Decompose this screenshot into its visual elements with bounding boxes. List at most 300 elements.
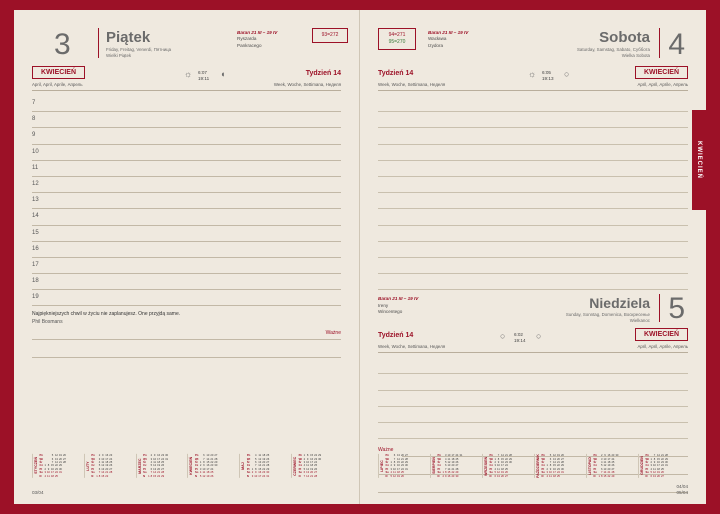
mini-calendar-day[interactable]: 17 bbox=[258, 474, 262, 478]
mini-calendar-day[interactable]: 11 bbox=[549, 474, 552, 478]
mini-calendar-day[interactable]: 5 bbox=[51, 454, 54, 458]
mini-calendar-day[interactable]: 29 bbox=[266, 467, 270, 471]
mini-calendar-day[interactable]: 18 bbox=[262, 454, 266, 458]
mini-calendar-day[interactable]: 14 bbox=[396, 457, 400, 461]
mini-calendar-day[interactable]: 9 bbox=[47, 467, 50, 471]
mini-calendar-day[interactable]: 12 bbox=[392, 474, 396, 478]
mini-calendar-day[interactable]: 14 bbox=[258, 464, 262, 468]
mini-calendar-day[interactable]: 25 bbox=[611, 460, 615, 464]
mini-calendar-day[interactable]: 11 bbox=[258, 454, 262, 458]
mini-calendar-day[interactable]: 23 bbox=[314, 457, 318, 461]
mini-calendar-day[interactable]: 10 bbox=[496, 464, 500, 468]
mini-calendar-day[interactable]: 9 bbox=[203, 464, 205, 468]
mini-calendar-day[interactable]: 8 bbox=[600, 474, 603, 478]
mini-calendar-day[interactable]: 18 bbox=[310, 464, 314, 468]
mini-calendar-day[interactable]: 5 bbox=[650, 471, 652, 475]
mini-calendar-day[interactable]: 15 bbox=[656, 457, 660, 461]
mini-calendar-day[interactable]: 6 bbox=[650, 474, 652, 478]
mini-calendar-day[interactable]: 2 bbox=[546, 467, 548, 471]
mini-calendar-day[interactable]: 16 bbox=[50, 467, 54, 471]
mini-calendar-day[interactable]: 29 bbox=[611, 474, 615, 478]
mini-calendar-day[interactable]: 20 bbox=[58, 457, 62, 461]
mini-calendar-day[interactable]: 26 bbox=[455, 460, 459, 464]
mini-calendar-day[interactable]: 30 bbox=[214, 464, 218, 468]
mini-calendar-day[interactable]: 8 bbox=[653, 457, 656, 461]
mini-calendar-day[interactable]: 25 bbox=[455, 457, 459, 461]
mini-calendar-day[interactable]: 12 bbox=[447, 460, 451, 464]
mini-calendar-day[interactable]: 9 bbox=[549, 467, 552, 471]
mini-calendar-day[interactable]: 9 bbox=[497, 460, 500, 464]
mini-calendar-day[interactable]: 8 bbox=[549, 464, 552, 468]
mini-calendar-day[interactable]: 31 bbox=[266, 474, 270, 478]
mini-calendar-day[interactable]: 27 bbox=[455, 464, 459, 468]
mini-calendar-day[interactable]: 1 bbox=[650, 457, 652, 461]
mini-calendar-day[interactable]: 12 bbox=[652, 471, 656, 475]
mini-calendar-day[interactable]: 18 bbox=[206, 471, 210, 475]
mini-calendar-day[interactable]: 5 bbox=[255, 457, 257, 461]
mini-calendar-day[interactable]: 26 bbox=[210, 474, 214, 478]
mini-calendar-day[interactable]: 18 bbox=[50, 474, 54, 478]
mini-calendar-day[interactable]: 14 bbox=[54, 460, 58, 464]
mini-calendar-day[interactable]: 9 bbox=[393, 464, 396, 468]
mini-calendar-day[interactable]: 11 bbox=[653, 467, 656, 471]
mini-calendar-day[interactable]: 24 bbox=[504, 464, 508, 468]
mini-calendar-day[interactable] bbox=[270, 475, 271, 478]
mini-calendar-day[interactable]: 19 bbox=[607, 464, 611, 468]
mini-calendar-day[interactable]: 21 bbox=[157, 471, 161, 475]
mini-calendar-day[interactable]: 4 bbox=[150, 460, 153, 464]
mini-calendar-day[interactable]: 15 bbox=[500, 457, 504, 461]
mini-calendar-day[interactable]: 16 bbox=[258, 471, 262, 475]
mini-calendar-day[interactable]: 20 bbox=[607, 467, 611, 471]
mini-calendar-day[interactable]: 12 bbox=[153, 464, 157, 468]
mini-calendar-day[interactable]: 3 bbox=[44, 471, 46, 475]
mini-calendar-day[interactable]: 26 bbox=[109, 464, 113, 468]
mini-calendar-day[interactable]: 28 bbox=[161, 471, 165, 475]
mini-calendar-day[interactable]: 16 bbox=[157, 454, 161, 458]
mini-calendar-day[interactable]: 15 bbox=[310, 454, 314, 458]
mini-calendar-day[interactable]: 22 bbox=[504, 457, 508, 461]
mini-calendar-day[interactable]: 24 bbox=[262, 474, 266, 478]
mini-calendar-day[interactable]: 14 bbox=[101, 471, 105, 475]
mini-calendar-day[interactable]: 31 bbox=[459, 454, 463, 458]
mini-calendar-day[interactable]: 16 bbox=[500, 460, 504, 464]
mini-calendar-day[interactable]: 13 bbox=[258, 460, 262, 464]
mini-calendar-day[interactable]: 7 bbox=[51, 460, 54, 464]
mini-calendar-day[interactable]: 19 bbox=[656, 471, 660, 475]
mini-calendar-day[interactable]: 11 bbox=[101, 460, 105, 464]
month-tab-kwiecien[interactable] bbox=[692, 110, 706, 210]
mini-calendar-day[interactable]: 1 bbox=[546, 464, 548, 468]
mini-calendar-day[interactable]: 20 bbox=[210, 454, 214, 458]
mini-calendar-day[interactable]: 23 bbox=[451, 474, 455, 478]
mini-calendar-day[interactable]: 7 bbox=[549, 460, 552, 464]
mini-calendar-day[interactable]: 24 bbox=[611, 457, 615, 461]
mini-calendar-day[interactable]: 3 bbox=[150, 457, 153, 461]
mini-calendar-day[interactable]: 11 bbox=[47, 474, 50, 478]
mini-calendar-day[interactable]: 27 bbox=[504, 474, 508, 478]
mini-calendar-day[interactable]: 20 bbox=[157, 467, 161, 471]
mini-calendar-day[interactable]: 11 bbox=[603, 460, 607, 464]
mini-calendar-day[interactable]: 16 bbox=[310, 457, 314, 461]
mini-calendar-day[interactable]: 26 bbox=[504, 471, 508, 475]
mini-calendar-day[interactable]: 21 bbox=[556, 460, 560, 464]
mini-calendar-day[interactable]: 28 bbox=[560, 460, 564, 464]
mini-calendar-day[interactable]: 13 bbox=[54, 457, 58, 461]
mini-calendar-day[interactable]: 5 bbox=[444, 460, 447, 464]
mini-calendar-day[interactable]: 22 bbox=[210, 460, 214, 464]
mini-calendar-day[interactable]: 30 bbox=[58, 467, 62, 471]
mini-calendar[interactable] bbox=[32, 454, 82, 478]
mini-calendar-day[interactable]: 2 bbox=[199, 464, 202, 468]
mini-calendar-day[interactable]: 14 bbox=[306, 474, 310, 478]
mini-calendar-day[interactable]: 4 bbox=[98, 460, 101, 464]
mini-calendar-day[interactable]: 25 bbox=[210, 471, 214, 475]
mini-calendar-day[interactable]: 31 bbox=[664, 464, 668, 468]
mini-calendar-day[interactable]: 8 bbox=[47, 464, 50, 468]
mini-calendar-day[interactable]: 25 bbox=[161, 460, 165, 464]
mini-calendar-day[interactable]: 23 bbox=[611, 454, 615, 458]
mini-calendar-day[interactable]: 24 bbox=[400, 467, 404, 471]
mini-calendar-day[interactable]: 17 bbox=[206, 467, 210, 471]
mini-calendar-day[interactable]: 7 bbox=[653, 454, 656, 458]
mini-calendar-day[interactable]: 13 bbox=[101, 467, 105, 471]
mini-calendar-day[interactable]: 17 bbox=[157, 457, 161, 461]
mini-calendar-day[interactable]: 9 bbox=[255, 471, 257, 475]
mini-calendar-day[interactable]: 25 bbox=[109, 460, 113, 464]
mini-calendar-day[interactable]: 17 bbox=[396, 467, 400, 471]
mini-calendar-day[interactable]: 13 bbox=[652, 474, 656, 478]
mini-calendar-day[interactable] bbox=[322, 475, 323, 478]
mini-calendar-day[interactable]: 6 bbox=[51, 457, 54, 461]
mini-calendar-day[interactable]: 17 bbox=[451, 454, 455, 458]
mini-calendar-day[interactable]: 9 bbox=[604, 454, 606, 458]
mini-calendar-day[interactable]: 4 bbox=[199, 471, 202, 475]
mini-calendar-day[interactable]: 8 bbox=[393, 460, 396, 464]
mini-calendar-day[interactable]: 31 bbox=[404, 467, 408, 471]
mini-calendar-day[interactable]: 29 bbox=[318, 454, 322, 458]
mini-calendar-day[interactable]: 18 bbox=[396, 471, 400, 475]
mini-calendar-day[interactable]: 2 bbox=[390, 464, 392, 468]
mini-calendar-day[interactable]: 28 bbox=[664, 454, 668, 458]
mini-calendar-day[interactable]: 8 bbox=[306, 454, 309, 458]
mini-calendar-day[interactable]: 16 bbox=[552, 467, 556, 471]
mini-calendar-day[interactable]: 7 bbox=[150, 471, 153, 475]
mini-calendar-day[interactable]: 3 bbox=[600, 457, 603, 461]
mini-calendar-day[interactable]: 5 bbox=[98, 464, 101, 468]
mini-calendar-day[interactable]: 2 bbox=[98, 454, 101, 458]
mini-calendar-day[interactable]: 29 bbox=[508, 457, 512, 461]
mini-calendar-day[interactable]: 4 bbox=[303, 464, 306, 468]
mini-calendar-day[interactable]: 29 bbox=[560, 464, 564, 468]
mini-calendar-day[interactable]: 20 bbox=[400, 454, 404, 458]
mini-calendar-day[interactable]: 12 bbox=[202, 474, 206, 478]
mini-calendar-day[interactable]: 2 bbox=[251, 471, 254, 475]
mini-calendar-day[interactable]: 25 bbox=[266, 454, 270, 458]
mini-calendar-day[interactable]: 12 bbox=[603, 464, 607, 468]
mini-calendar-day[interactable]: 26 bbox=[62, 454, 66, 458]
mini-calendar-day[interactable]: 9 bbox=[153, 454, 156, 458]
mini-calendar-day[interactable]: 21 bbox=[400, 457, 404, 461]
mini-calendar-day[interactable]: 26 bbox=[161, 464, 165, 468]
mini-calendar-day[interactable]: 24 bbox=[660, 464, 664, 468]
mini-calendar-day[interactable]: 2 bbox=[150, 454, 153, 458]
mini-calendar-day[interactable]: 14 bbox=[153, 471, 157, 475]
mini-calendar-day[interactable]: 11 bbox=[306, 464, 309, 468]
mini-calendar-day[interactable]: 1 bbox=[303, 454, 306, 458]
mini-calendar-day[interactable]: 3 bbox=[199, 467, 202, 471]
mini-calendar-day[interactable] bbox=[512, 475, 513, 478]
mini-calendar-day[interactable]: 2 bbox=[442, 474, 444, 478]
mini-calendar-day[interactable]: 26 bbox=[266, 457, 270, 461]
mini-calendar-day[interactable]: 30 bbox=[615, 454, 619, 458]
mini-calendar-day[interactable]: 13 bbox=[603, 467, 607, 471]
mini-calendar-day[interactable]: 25 bbox=[54, 474, 58, 478]
mini-calendar-day[interactable]: 4 bbox=[650, 467, 652, 471]
mini-calendar-day[interactable]: 25 bbox=[400, 471, 404, 475]
mini-calendar-day[interactable]: 10 bbox=[548, 471, 552, 475]
mini-calendar-day[interactable]: 28 bbox=[62, 460, 66, 464]
mini-calendar-day[interactable]: 30 bbox=[455, 474, 459, 478]
mini-calendar-day[interactable]: 5 bbox=[549, 454, 552, 458]
mini-calendar-day[interactable]: 23 bbox=[504, 460, 508, 464]
mini-calendar-day[interactable]: 27 bbox=[660, 474, 664, 478]
mini-calendar-day[interactable]: 5 bbox=[390, 474, 392, 478]
mini-calendar-day[interactable]: 12 bbox=[306, 467, 310, 471]
mini-calendar-day[interactable]: 7 bbox=[303, 474, 306, 478]
mini-calendar-day[interactable]: 27 bbox=[314, 471, 318, 475]
mini-calendar-day[interactable]: 19 bbox=[310, 467, 314, 471]
mini-calendar-day[interactable]: 13 bbox=[552, 457, 556, 461]
mini-calendar-day[interactable]: 4 bbox=[600, 460, 603, 464]
mini-calendar-day[interactable]: 11 bbox=[497, 467, 500, 471]
mini-calendar-day[interactable]: 18 bbox=[607, 460, 611, 464]
mini-calendar-day[interactable]: 20 bbox=[105, 467, 109, 471]
mini-calendar-day[interactable]: 15 bbox=[603, 474, 607, 478]
mini-calendar-day[interactable]: 9 bbox=[102, 454, 104, 458]
mini-calendar-day[interactable]: 13 bbox=[206, 454, 210, 458]
mini-calendar-day[interactable]: 26 bbox=[400, 474, 404, 478]
mini-calendar-day[interactable]: 17 bbox=[607, 457, 611, 461]
mini-calendar-day[interactable]: 2 bbox=[303, 457, 306, 461]
mini-calendar-day[interactable]: 31 bbox=[165, 457, 169, 461]
mini-calendar-day[interactable]: 30 bbox=[508, 460, 512, 464]
mini-calendar-day[interactable]: 6 bbox=[150, 467, 153, 471]
mini-calendar-day[interactable]: 9 bbox=[653, 460, 656, 464]
mini-calendar-day[interactable]: 5 bbox=[600, 464, 603, 468]
mini-calendar-day[interactable]: 27 bbox=[611, 467, 615, 471]
mini-calendar-day[interactable]: 23 bbox=[400, 464, 404, 468]
mini-calendar-day[interactable]: 12 bbox=[101, 464, 105, 468]
mini-calendar-day[interactable]: 21 bbox=[58, 460, 62, 464]
mini-calendar-day[interactable]: 28 bbox=[109, 471, 113, 475]
mini-calendar-day[interactable]: 15 bbox=[552, 464, 556, 468]
mini-calendar-day[interactable]: 24 bbox=[54, 471, 58, 475]
mini-calendar-day[interactable]: 10 bbox=[101, 457, 105, 461]
mini-calendar-day[interactable]: 19 bbox=[262, 457, 266, 461]
mini-calendar-day[interactable]: 15 bbox=[447, 471, 451, 475]
mini-calendar-day[interactable]: 11 bbox=[393, 471, 396, 475]
mini-calendar-day[interactable]: 16 bbox=[396, 464, 400, 468]
mini-calendar-day[interactable]: 3 bbox=[650, 464, 652, 468]
mini-calendar-day[interactable]: 14 bbox=[206, 457, 210, 461]
mini-calendar-day[interactable]: 10 bbox=[254, 474, 258, 478]
mini-calendar-day[interactable]: 14 bbox=[552, 460, 556, 464]
mini-calendar-day[interactable]: 23 bbox=[54, 467, 58, 471]
mini-calendar-day[interactable]: 15 bbox=[206, 460, 210, 464]
mini-calendar-day[interactable]: 22 bbox=[54, 464, 58, 468]
mini-calendar-day[interactable]: 25 bbox=[660, 467, 664, 471]
mini-calendar-day[interactable]: 23 bbox=[109, 454, 113, 458]
mini-calendar-day[interactable]: 13 bbox=[396, 454, 400, 458]
mini-calendar-day[interactable]: 6 bbox=[303, 471, 306, 475]
mini-calendar-day[interactable] bbox=[408, 475, 409, 478]
mini-calendar-day[interactable] bbox=[165, 475, 169, 478]
mini-calendar-day[interactable]: 3 bbox=[98, 457, 101, 461]
mini-calendar-day[interactable]: 16 bbox=[607, 454, 611, 458]
mini-calendar-day[interactable]: 13 bbox=[153, 467, 157, 471]
mini-calendar-day[interactable]: 27 bbox=[62, 457, 66, 461]
mini-calendar-day[interactable]: 5 bbox=[199, 474, 202, 478]
mini-calendar-day[interactable]: 24 bbox=[210, 467, 214, 471]
mini-calendar-day[interactable]: 13 bbox=[496, 474, 500, 478]
mini-calendar-day[interactable]: 24 bbox=[109, 457, 113, 461]
mini-calendar-day[interactable] bbox=[113, 475, 114, 478]
mini-calendar-day[interactable]: 29 bbox=[455, 471, 459, 475]
mini-calendar-day[interactable]: 7 bbox=[203, 457, 205, 461]
mini-calendar-day[interactable]: 31 bbox=[560, 471, 564, 475]
mini-calendar-day[interactable]: 19 bbox=[105, 464, 109, 468]
mini-calendar-day[interactable]: 10 bbox=[46, 471, 50, 475]
mini-calendar-day[interactable]: 24 bbox=[455, 454, 459, 458]
mini-calendar-day[interactable]: 6 bbox=[98, 467, 101, 471]
mini-calendar-day[interactable]: 28 bbox=[266, 464, 270, 468]
mini-calendar-day[interactable]: 31 bbox=[58, 471, 62, 475]
mini-calendar-day[interactable]: 21 bbox=[607, 471, 611, 475]
mini-calendar-day[interactable]: 2 bbox=[650, 460, 652, 464]
mini-calendar-day[interactable]: 22 bbox=[314, 454, 318, 458]
mini-calendar[interactable] bbox=[534, 454, 584, 478]
mini-calendar-day[interactable]: 10 bbox=[202, 467, 206, 471]
mini-calendar-day[interactable]: 7 bbox=[255, 464, 257, 468]
mini-calendar-day[interactable]: 26 bbox=[611, 464, 615, 468]
mini-calendar-day[interactable]: 7 bbox=[98, 471, 101, 475]
mini-calendar-day[interactable]: 16 bbox=[656, 460, 660, 464]
mini-calendar-day[interactable]: 22 bbox=[400, 460, 404, 464]
mini-calendar-day[interactable]: 30 bbox=[664, 460, 668, 464]
mini-calendar[interactable] bbox=[430, 454, 480, 478]
mini-calendar-day[interactable]: 20 bbox=[656, 474, 660, 478]
mini-calendar-day[interactable]: 10 bbox=[306, 460, 310, 464]
mini-calendar-day[interactable]: 15 bbox=[101, 474, 105, 478]
mini-calendar-day[interactable]: 30 bbox=[165, 454, 169, 458]
mini-calendar-day[interactable]: 27 bbox=[161, 467, 165, 471]
mini-calendar-day[interactable]: 15 bbox=[153, 474, 157, 478]
mini-calendar-day[interactable]: 16 bbox=[206, 464, 210, 468]
mini-calendar-day[interactable]: 19 bbox=[500, 471, 504, 475]
mini-calendar-day[interactable]: 24 bbox=[161, 457, 165, 461]
mini-calendar-day[interactable]: 8 bbox=[255, 467, 257, 471]
mini-calendar-day[interactable]: 29 bbox=[664, 457, 668, 461]
mini-calendar-day[interactable]: 17 bbox=[656, 464, 660, 468]
mini-calendar-day[interactable]: 20 bbox=[500, 474, 504, 478]
mini-calendar-day[interactable]: 19 bbox=[396, 474, 400, 478]
mini-calendar-day[interactable]: 1 bbox=[199, 460, 202, 464]
mini-calendar-day[interactable]: 5 bbox=[150, 464, 153, 468]
mini-calendar-day[interactable]: 8 bbox=[444, 471, 447, 475]
mini-calendar-day[interactable]: 28 bbox=[404, 457, 408, 461]
mini-calendar-day[interactable]: 28 bbox=[508, 454, 512, 458]
mini-calendar-day[interactable]: 17 bbox=[310, 460, 314, 464]
mini-calendar-day[interactable]: 20 bbox=[310, 471, 314, 475]
mini-calendar-day[interactable]: 12 bbox=[258, 457, 262, 461]
mini-calendar-day[interactable]: 3 bbox=[546, 471, 548, 475]
mini-calendar-day[interactable]: 3 bbox=[251, 474, 254, 478]
mini-calendar-day[interactable]: 1 bbox=[148, 474, 150, 478]
mini-calendar-day[interactable]: 14 bbox=[603, 471, 607, 475]
mini-calendar[interactable] bbox=[482, 454, 532, 478]
mini-calendar-day[interactable]: 27 bbox=[266, 460, 270, 464]
mini-calendar-day[interactable] bbox=[218, 475, 219, 478]
mini-calendar-day[interactable]: 10 bbox=[652, 464, 656, 468]
mini-calendar-day[interactable]: 13 bbox=[447, 464, 451, 468]
mini-calendar-day[interactable]: 23 bbox=[210, 464, 214, 468]
mini-calendar-day[interactable]: 22 bbox=[262, 467, 266, 471]
mini-calendar-day[interactable]: 9 bbox=[444, 474, 447, 478]
mini-calendar-day[interactable]: 30 bbox=[266, 471, 270, 475]
mini-calendar-day[interactable]: 5 bbox=[494, 471, 496, 475]
mini-calendar-day[interactable]: 25 bbox=[556, 474, 560, 478]
mini-calendar-day[interactable]: 6 bbox=[600, 467, 603, 471]
mini-calendar-day[interactable]: 22 bbox=[660, 457, 664, 461]
mini-calendar-day[interactable]: 8 bbox=[98, 474, 101, 478]
mini-calendar-day[interactable]: 2 bbox=[494, 460, 496, 464]
mini-calendar-day[interactable]: 21 bbox=[310, 474, 314, 478]
mini-calendar-day[interactable]: 6 bbox=[549, 457, 552, 461]
mini-calendar-day[interactable]: 24 bbox=[314, 460, 318, 464]
mini-calendar-day[interactable]: 8 bbox=[203, 460, 205, 464]
mini-calendar-day[interactable] bbox=[62, 475, 66, 478]
mini-calendar-day[interactable]: 18 bbox=[656, 467, 660, 471]
mini-calendar-day[interactable]: 6 bbox=[494, 474, 496, 478]
mini-calendar-day[interactable]: 3 bbox=[390, 467, 392, 471]
mini-calendar-day[interactable]: 18 bbox=[157, 460, 161, 464]
mini-calendar-day[interactable]: 1 bbox=[251, 467, 254, 471]
mini-calendar-day[interactable]: 30 bbox=[404, 464, 408, 468]
mini-calendar[interactable] bbox=[84, 454, 134, 478]
mini-calendar-day[interactable]: 23 bbox=[556, 467, 560, 471]
mini-calendar-day[interactable]: 16 bbox=[447, 474, 451, 478]
mini-calendar-day[interactable]: 14 bbox=[447, 467, 451, 471]
mini-calendar-day[interactable]: 20 bbox=[451, 464, 455, 468]
mini-calendar-day[interactable]: 23 bbox=[262, 471, 266, 475]
mini-calendar-day[interactable]: 18 bbox=[500, 467, 504, 471]
mini-calendar-day[interactable]: 10 bbox=[603, 457, 607, 461]
mini-calendar-day[interactable]: 26 bbox=[560, 454, 564, 458]
mini-calendar-day[interactable]: 21 bbox=[451, 467, 455, 471]
mini-calendar-day[interactable]: 19 bbox=[58, 454, 62, 458]
mini-calendar-day[interactable]: 12 bbox=[54, 454, 58, 458]
mini-calendar-day[interactable]: 28 bbox=[314, 474, 318, 478]
mini-calendar-day[interactable]: 25 bbox=[314, 464, 318, 468]
mini-calendar-day[interactable]: 21 bbox=[660, 454, 664, 458]
mini-calendar[interactable] bbox=[291, 454, 341, 478]
mini-calendar-day[interactable]: 4 bbox=[44, 474, 46, 478]
mini-calendar-day[interactable]: 6 bbox=[444, 464, 447, 468]
mini-calendar-day[interactable]: 30 bbox=[318, 457, 322, 461]
mini-calendar-day[interactable]: 15 bbox=[396, 460, 400, 464]
mini-calendar-day[interactable]: 2 bbox=[44, 467, 46, 471]
